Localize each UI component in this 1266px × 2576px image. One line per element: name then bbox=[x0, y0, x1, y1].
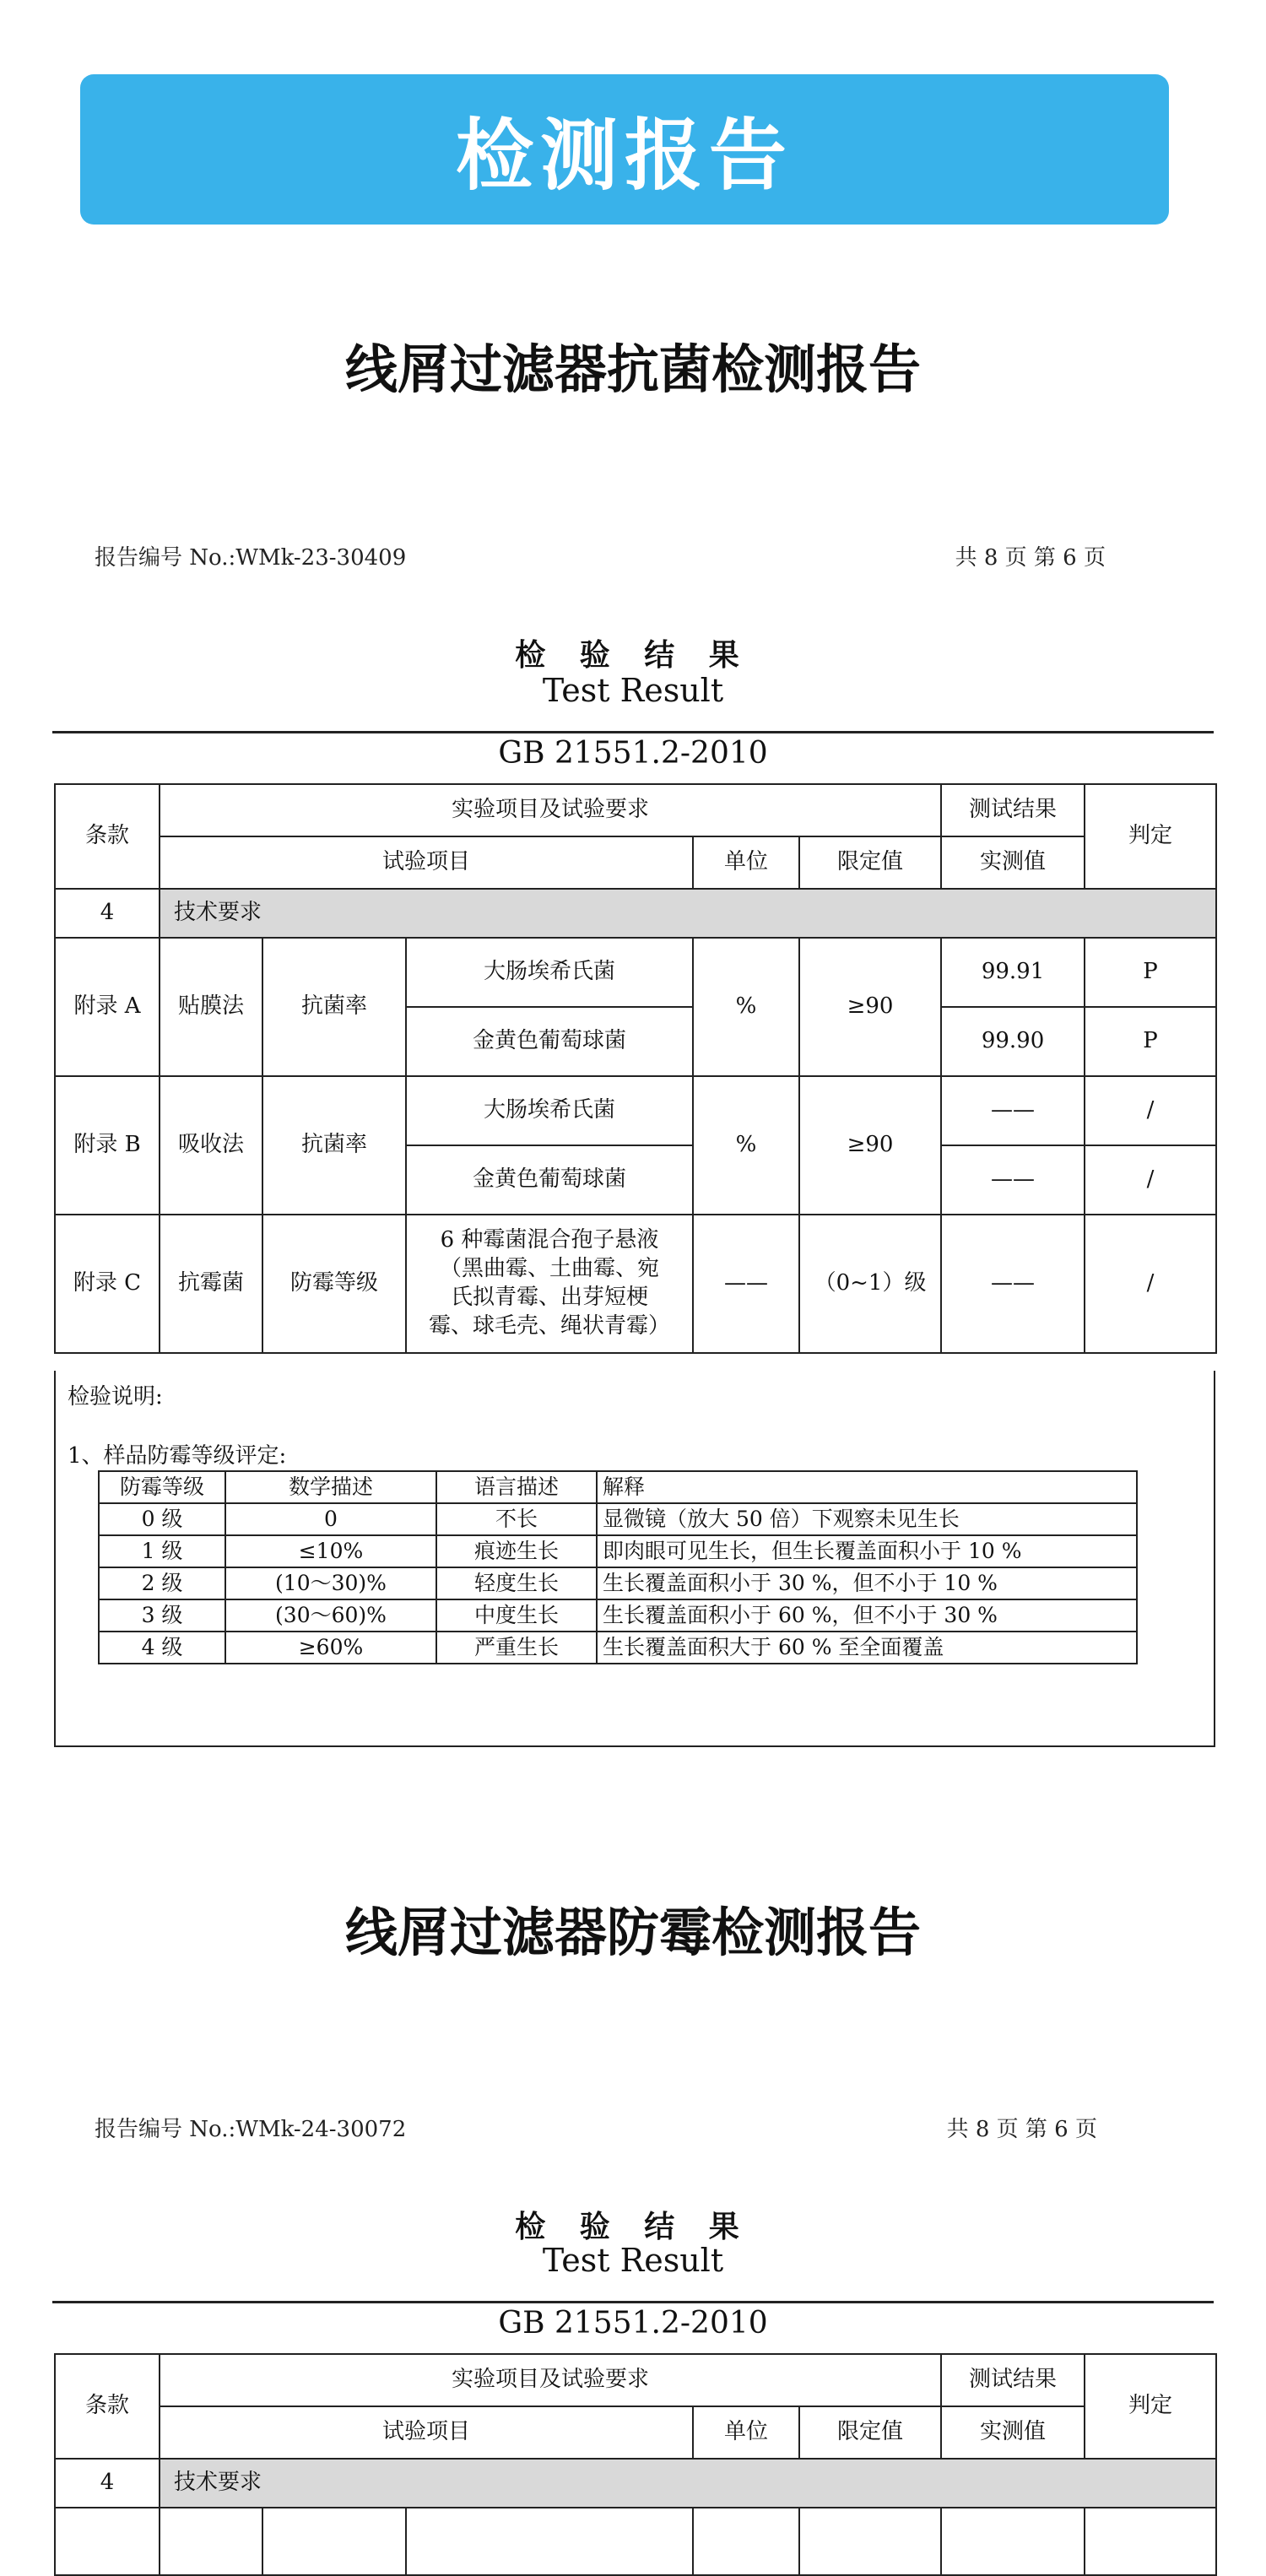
row-c-organisms bbox=[406, 1215, 693, 1353]
report2-result-table bbox=[54, 2353, 1217, 2576]
row-b-item: 抗菌率 bbox=[262, 1076, 406, 1215]
notes-title: 检验说明: bbox=[68, 1384, 163, 1410]
report2-result-title-en: Test Result bbox=[542, 2242, 724, 2279]
row-c-limit: （0~1）级 bbox=[799, 1215, 941, 1353]
row-c-value: —— bbox=[941, 1215, 1085, 1353]
grade-header-explain: 解释 bbox=[597, 1471, 1137, 1503]
header-judgement: 判定 bbox=[1085, 2354, 1216, 2459]
row-c-method: 抗霉菌 bbox=[160, 1215, 262, 1353]
grade-lang: 痕迹生长 bbox=[436, 1535, 597, 1567]
grade-lang: 不长 bbox=[436, 1503, 597, 1535]
report2-standard: GB 21551.2-2010 bbox=[498, 2306, 768, 2341]
section-number: 4 bbox=[55, 889, 160, 938]
row-a-item: 抗菌率 bbox=[262, 938, 406, 1076]
mold-grade-table bbox=[98, 1470, 1138, 1664]
grade-row bbox=[99, 1632, 1137, 1664]
row-a-judgement-2: P bbox=[1085, 1007, 1216, 1076]
report1-title: 线屑过滤器抗菌检测报告 bbox=[344, 338, 921, 400]
grade-level: 4 级 bbox=[99, 1632, 225, 1664]
row-a-value-1: 99.91 bbox=[941, 938, 1085, 1007]
report1-result-title: 检 验 结 果 bbox=[515, 637, 751, 673]
grade-level: 3 级 bbox=[99, 1599, 225, 1632]
header-clause: 条款 bbox=[55, 784, 160, 889]
report1-rule bbox=[52, 731, 1214, 733]
grade-lang: 轻度生长 bbox=[436, 1567, 597, 1599]
report1-result-table bbox=[54, 783, 1217, 1354]
banner-title: 检测报告 bbox=[455, 111, 793, 201]
header-limit: 限定值 bbox=[799, 836, 941, 889]
grade-lang: 严重生长 bbox=[436, 1632, 597, 1664]
row-b-judgement-2: / bbox=[1085, 1145, 1216, 1215]
header-limit: 限定值 bbox=[799, 2406, 941, 2459]
row-a-value-2: 99.90 bbox=[941, 1007, 1085, 1076]
row-a-organism-1: 大肠埃希氏菌 bbox=[406, 938, 693, 1007]
report2-pages: 共 8 页 第 6 页 bbox=[946, 2117, 1097, 2142]
section-label: 技术要求 bbox=[160, 2459, 1216, 2508]
row-b-value-2: —— bbox=[941, 1145, 1085, 1215]
header-test-result: 测试结果 bbox=[941, 784, 1085, 836]
header-unit: 单位 bbox=[693, 2406, 799, 2459]
grade-explain: 生长覆盖面积小于 30 %，但不小于 10 % bbox=[597, 1567, 1137, 1599]
report1-result-title-en: Test Result bbox=[542, 672, 724, 709]
row-b-organism-1: 大肠埃希氏菌 bbox=[406, 1076, 693, 1145]
grade-level: 0 级 bbox=[99, 1503, 225, 1535]
grade-header-lang: 语言描述 bbox=[436, 1471, 597, 1503]
header-items-req: 实验项目及试验要求 bbox=[160, 784, 941, 836]
report2-number: 报告编号 No.:WMk-24-30072 bbox=[95, 2117, 407, 2142]
header-measured: 实测值 bbox=[941, 2406, 1085, 2459]
grade-header-math: 数学描述 bbox=[225, 1471, 436, 1503]
grade-row bbox=[99, 1535, 1137, 1567]
grade-explain: 生长覆盖面积小于 60 %，但不小于 30 % bbox=[597, 1599, 1137, 1632]
grade-level: 2 级 bbox=[99, 1567, 225, 1599]
grade-explain: 生长覆盖面积大于 60 % 至全面覆盖 bbox=[597, 1632, 1137, 1664]
header-items-req: 实验项目及试验要求 bbox=[160, 2354, 941, 2406]
report2-title: 线屑过滤器防霉检测报告 bbox=[344, 1902, 921, 1963]
header-judgement: 判定 bbox=[1085, 784, 1216, 889]
grade-math: ≤10% bbox=[225, 1535, 436, 1567]
row-c-clause: 附录 C bbox=[55, 1215, 160, 1353]
grade-row bbox=[99, 1599, 1137, 1632]
grade-explain: 即肉眼可见生长，但生长覆盖面积小于 10 % bbox=[597, 1535, 1137, 1567]
header-unit: 单位 bbox=[693, 836, 799, 889]
grade-explain: 显微镜（放大 50 倍）下观察未见生长 bbox=[597, 1503, 1137, 1535]
header-test-result: 测试结果 bbox=[941, 2354, 1085, 2406]
header-clause: 条款 bbox=[55, 2354, 160, 2459]
row-c-organisms-line-3: 氏拟青霉、出芽短梗 bbox=[450, 1285, 648, 1310]
row-b-method: 吸收法 bbox=[160, 1076, 262, 1215]
row-a-clause: 附录 A bbox=[55, 938, 160, 1076]
header-test-item: 试验项目 bbox=[160, 836, 693, 889]
row-c-item: 防霉等级 bbox=[262, 1215, 406, 1353]
grade-math: (10～30)% bbox=[225, 1567, 436, 1599]
grade-lang: 中度生长 bbox=[436, 1599, 597, 1632]
report1-number: 报告编号 No.:WMk-23-30409 bbox=[95, 545, 407, 571]
grade-row bbox=[99, 1503, 1137, 1535]
grade-header-grade: 防霉等级 bbox=[99, 1471, 225, 1503]
report1-notes bbox=[54, 1371, 1215, 1747]
grade-math: 0 bbox=[225, 1503, 436, 1535]
row-b-organism-2: 金黄色葡萄球菌 bbox=[406, 1145, 693, 1215]
grade-math: (30～60)% bbox=[225, 1599, 436, 1632]
section-label: 技术要求 bbox=[160, 889, 1216, 938]
grade-math: ≥60% bbox=[225, 1632, 436, 1664]
row-a-method: 贴膜法 bbox=[160, 938, 262, 1076]
row-a-judgement-1: P bbox=[1085, 938, 1216, 1007]
report2-partial-row bbox=[55, 2508, 1216, 2575]
row-c-judgement: / bbox=[1085, 1215, 1216, 1353]
header-test-item: 试验项目 bbox=[160, 2406, 693, 2459]
report1-pages: 共 8 页 第 6 页 bbox=[955, 545, 1106, 571]
row-a-unit: % bbox=[693, 938, 799, 1076]
header-measured: 实测值 bbox=[941, 836, 1085, 889]
row-a-limit: ≥90 bbox=[799, 938, 941, 1076]
report2-result-title: 检 验 结 果 bbox=[515, 2209, 751, 2244]
grade-level: 1 级 bbox=[99, 1535, 225, 1567]
row-a-organism-2: 金黄色葡萄球菌 bbox=[406, 1007, 693, 1076]
grade-row bbox=[99, 1567, 1137, 1599]
report2-rule bbox=[52, 2301, 1214, 2303]
row-c-organisms-line-4: 霉、球毛壳、绳状青霉） bbox=[428, 1312, 670, 1339]
report1-standard: GB 21551.2-2010 bbox=[498, 736, 768, 771]
row-c-organisms-line-2: （黑曲霉、土曲霉、宛 bbox=[439, 1256, 659, 1282]
header-banner bbox=[80, 74, 1169, 225]
row-c-unit: —— bbox=[693, 1215, 799, 1353]
row-b-judgement-1: / bbox=[1085, 1076, 1216, 1145]
row-c-organisms-line-1: 6 种霉菌混合孢子悬液 bbox=[440, 1227, 659, 1253]
notes-subtitle: 1、样品防霉等级评定: bbox=[68, 1443, 287, 1469]
row-b-unit: % bbox=[693, 1076, 799, 1215]
row-b-value-1: —— bbox=[941, 1076, 1085, 1145]
row-b-limit: ≥90 bbox=[799, 1076, 941, 1215]
section-number: 4 bbox=[55, 2459, 160, 2508]
row-b-clause: 附录 B bbox=[55, 1076, 160, 1215]
